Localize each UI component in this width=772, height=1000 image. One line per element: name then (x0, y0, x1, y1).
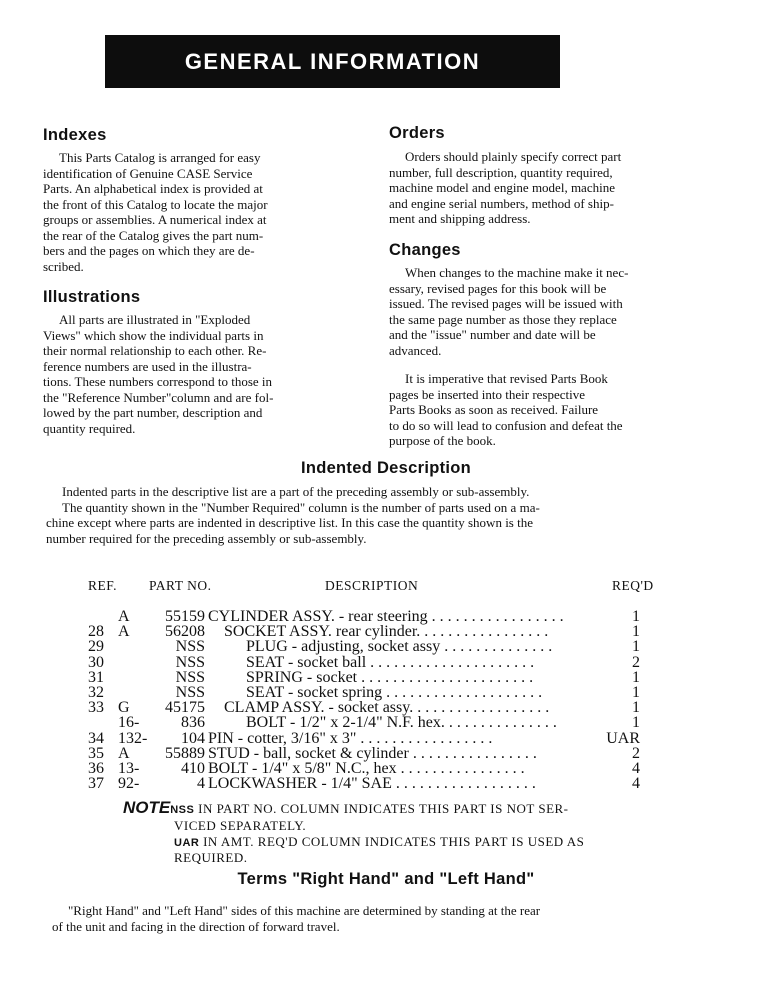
part-prefix-cell: A (118, 744, 130, 762)
indexes-paragraph (43, 150, 336, 274)
indexes-line: bers and the pages on which they are de- (43, 243, 255, 258)
illustrations-line: All parts are illustrated in "Exploded (59, 312, 251, 327)
changes-line: the same page number as those they replace (389, 311, 617, 327)
indexes-line: groups or assemblies. A numerical index at (43, 212, 267, 227)
quantity-cell: 1 (632, 608, 640, 625)
illustrations-line: quantity required. (43, 420, 136, 436)
indented-line: Indented parts in the descriptive list are a part of the preceding assembly or sub-assembly. (62, 484, 530, 499)
terms-paragraph (52, 903, 692, 934)
note-uar-cont: REQUIRED. (174, 850, 248, 865)
part-prefix-cell: 132- (118, 729, 148, 747)
description-cell: SEAT - socket ball . . . . . . . . . . . . . . . . . . . . . (246, 653, 535, 671)
quantity-cell: 4 (632, 760, 640, 777)
indexes-line: scribed. (43, 258, 84, 274)
description-cell: PLUG - adjusting, socket assy . . . . . . . . . . . . . . (246, 638, 553, 656)
orders-line: ment and shipping address. (389, 211, 531, 226)
description-cell: SEAT - socket spring . . . . . . . . . . . . . . . . . . . . (246, 684, 543, 701)
part-prefix-cell: 13- (118, 760, 140, 777)
part-number-cell: 410 (181, 760, 205, 777)
orders-line: and engine serial numbers, method of ship- (389, 195, 614, 211)
part-number-cell: NSS (175, 684, 205, 701)
changes-line: and the "issue" number and date will be (389, 327, 596, 342)
part-number-cell: NSS (175, 668, 205, 686)
quantity-cell: 1 (632, 684, 640, 701)
description-cell: SPRING - socket . . . . . . . . . . . . . . . . . . . . . . (246, 668, 534, 686)
ref-cell: 36 (88, 760, 104, 777)
description-cell: STUD - ball, socket & cylinder . . . . . . . . . . . . . . . . (208, 744, 537, 762)
changes-line: essary, revised pages for this book will be (389, 280, 607, 296)
table-row (0, 776, 772, 791)
table-row (0, 731, 772, 746)
part-number-cell: 4 (197, 775, 205, 793)
ref-cell: 31 (88, 668, 104, 686)
reqd-header: REQ'D (612, 578, 654, 593)
indented-line: The quantity shown in the "Number Required" column is the number of parts used on a ma- (62, 499, 540, 515)
description-cell: BOLT - 1/2" x 2-1/4" N.F. hex. . . . . . . . . . . . . . . (246, 714, 557, 732)
uar-text: IN AMT. REQ'D COLUMN INDICATES THIS PART IS USED AS (203, 834, 585, 849)
changes-line: issued. The revised pages will be issued with (389, 296, 623, 311)
ref-cell: 32 (88, 684, 104, 701)
table-row (0, 639, 772, 654)
part-number-cell: NSS (175, 638, 205, 656)
part-prefix-cell: 92- (118, 775, 140, 793)
part-number-cell: 836 (181, 714, 205, 732)
ref-cell: 37 (88, 775, 104, 793)
description-cell: PIN - cotter, 3/16" x 3" . . . . . . . . . . . . . . . . . (208, 729, 493, 747)
illustrations-line: tions. These numbers correspond to those in (43, 374, 273, 389)
description-cell: LOCKWASHER - 1/4" SAE . . . . . . . . . . . . . . . . . . (208, 775, 536, 793)
illustrations-paragraph (43, 312, 336, 436)
quantity-cell: 1 (632, 714, 640, 732)
changes-line: pages be inserted into their respective (389, 386, 586, 402)
changes-line: advanced. (389, 342, 442, 358)
terms-line: of the unit and facing in the direction of forward travel. (52, 918, 340, 934)
description-header: DESCRIPTION (325, 578, 419, 593)
changes-line: When changes to the machine make it nec- (405, 265, 629, 280)
part-number-cell: 45175 (165, 699, 205, 717)
table-row (0, 761, 772, 776)
part-prefix-cell: 16- (118, 714, 140, 732)
indented-line: chine except where parts are indented in descriptive list. In this case the quantity shown is the (46, 515, 533, 530)
illustrations-line: their normal relationship to each other. Re- (43, 343, 267, 358)
quantity-cell: 1 (632, 668, 640, 686)
changes-line: Parts Books as soon as received. Failure (389, 402, 599, 417)
ref-cell: 35 (88, 744, 104, 762)
ref-cell: 33 (88, 699, 104, 717)
uar-abbr: UAR (174, 837, 200, 849)
illustrations-line: Views" which show the individual parts in (43, 327, 264, 343)
table-row (0, 700, 772, 715)
indexes-line: the rear of the Catalog gives the part num- (43, 227, 264, 243)
quantity-cell: 1 (632, 623, 640, 641)
orders-line: Orders should plainly specify correct part (405, 149, 622, 164)
part-prefix-cell: G (118, 699, 130, 717)
ref-cell: 28 (88, 623, 104, 641)
indented-heading: Indented Description (300, 459, 472, 477)
table-row (0, 609, 772, 624)
part-no-header: PART NO. (149, 578, 212, 593)
indented-line: number required for the preceding assembly or sub-assembly. (46, 530, 367, 546)
quantity-cell: 4 (632, 775, 640, 793)
note-nss-cont: VICED SEPARATELY. (174, 818, 307, 833)
indented-paragraph (46, 484, 678, 546)
ref-cell: 34 (88, 729, 104, 747)
part-number-cell: 55159 (165, 608, 205, 625)
part-number-cell: 55889 (165, 744, 205, 762)
indexes-line: Parts. An alphabetical index is provided at (43, 181, 263, 196)
note-nss (123, 800, 569, 819)
table-row (0, 655, 772, 670)
illustrations-line: ference numbers are used in the illustra- (43, 358, 252, 374)
quantity-cell: UAR (606, 729, 640, 747)
orders-paragraph (389, 149, 680, 227)
nss-abbr: NSS (170, 804, 195, 816)
ref-cell: 30 (88, 653, 104, 671)
note-label: NOTE (123, 798, 171, 817)
changes-line: purpose of the book. (389, 433, 496, 448)
changes-heading: Changes (389, 241, 461, 259)
table-row (0, 670, 772, 685)
table-row (0, 715, 772, 730)
indexes-heading: Indexes (43, 126, 107, 144)
page-title: GENERAL INFORMATION (184, 48, 481, 74)
ref-header: REF. (88, 578, 118, 593)
terms-line: "Right Hand" and "Left Hand" sides of this machine are determined by standing at the rear (68, 903, 541, 918)
part-prefix-cell: A (118, 623, 130, 641)
indexes-line: the front of this Catalog to locate the major (43, 196, 268, 212)
indexes-line: identification of Genuine CASE Service (43, 165, 253, 181)
part-prefix-cell: A (118, 608, 130, 625)
table-row (0, 685, 772, 700)
orders-heading: Orders (389, 124, 445, 142)
quantity-cell: 2 (632, 744, 640, 762)
description-cell: BOLT - 1/4" x 5/8" N.C., hex . . . . . . . . . . . . . . . . (208, 760, 525, 777)
table-row (0, 624, 772, 639)
ref-cell: 29 (88, 638, 104, 656)
page-banner (105, 35, 560, 88)
illustrations-heading: Illustrations (43, 288, 141, 306)
quantity-cell: 2 (632, 653, 640, 671)
orders-line: machine model and engine model, machine (389, 180, 615, 195)
part-number-cell: 104 (181, 729, 205, 747)
quantity-cell: 1 (632, 699, 640, 717)
description-cell: CLAMP ASSY. - socket assy. . . . . . . . . . . . . . . . . . (224, 699, 550, 717)
description-cell: SOCKET ASSY. rear cylinder. . . . . . . . . . . . . . . . . (224, 623, 549, 641)
changes-paragraph-2 (389, 371, 680, 449)
description-cell: CYLINDER ASSY. - rear steering . . . . . . . . . . . . . . . . . (208, 608, 564, 625)
indexes-line: This Parts Catalog is arranged for easy (59, 150, 261, 165)
nss-text: IN PART NO. COLUMN INDICATES THIS PART IS NOT SER- (198, 801, 569, 816)
part-number-cell: NSS (175, 653, 205, 671)
quantity-cell: 1 (632, 638, 640, 656)
changes-line: to do so will lead to confusion and defeat the (389, 417, 623, 433)
note-uar (174, 834, 584, 852)
table-row (0, 746, 772, 761)
illustrations-line: the "Reference Number"column and are fol- (43, 389, 274, 405)
changes-line: It is imperative that revised Parts Book (405, 371, 608, 386)
illustrations-line: lowed by the part number, description and (43, 405, 263, 420)
changes-paragraph (389, 265, 680, 358)
orders-line: number, full description, quantity required, (389, 164, 613, 180)
terms-heading: Terms "Right Hand" and "Left Hand" (237, 870, 535, 888)
part-number-cell: 56208 (165, 623, 205, 641)
